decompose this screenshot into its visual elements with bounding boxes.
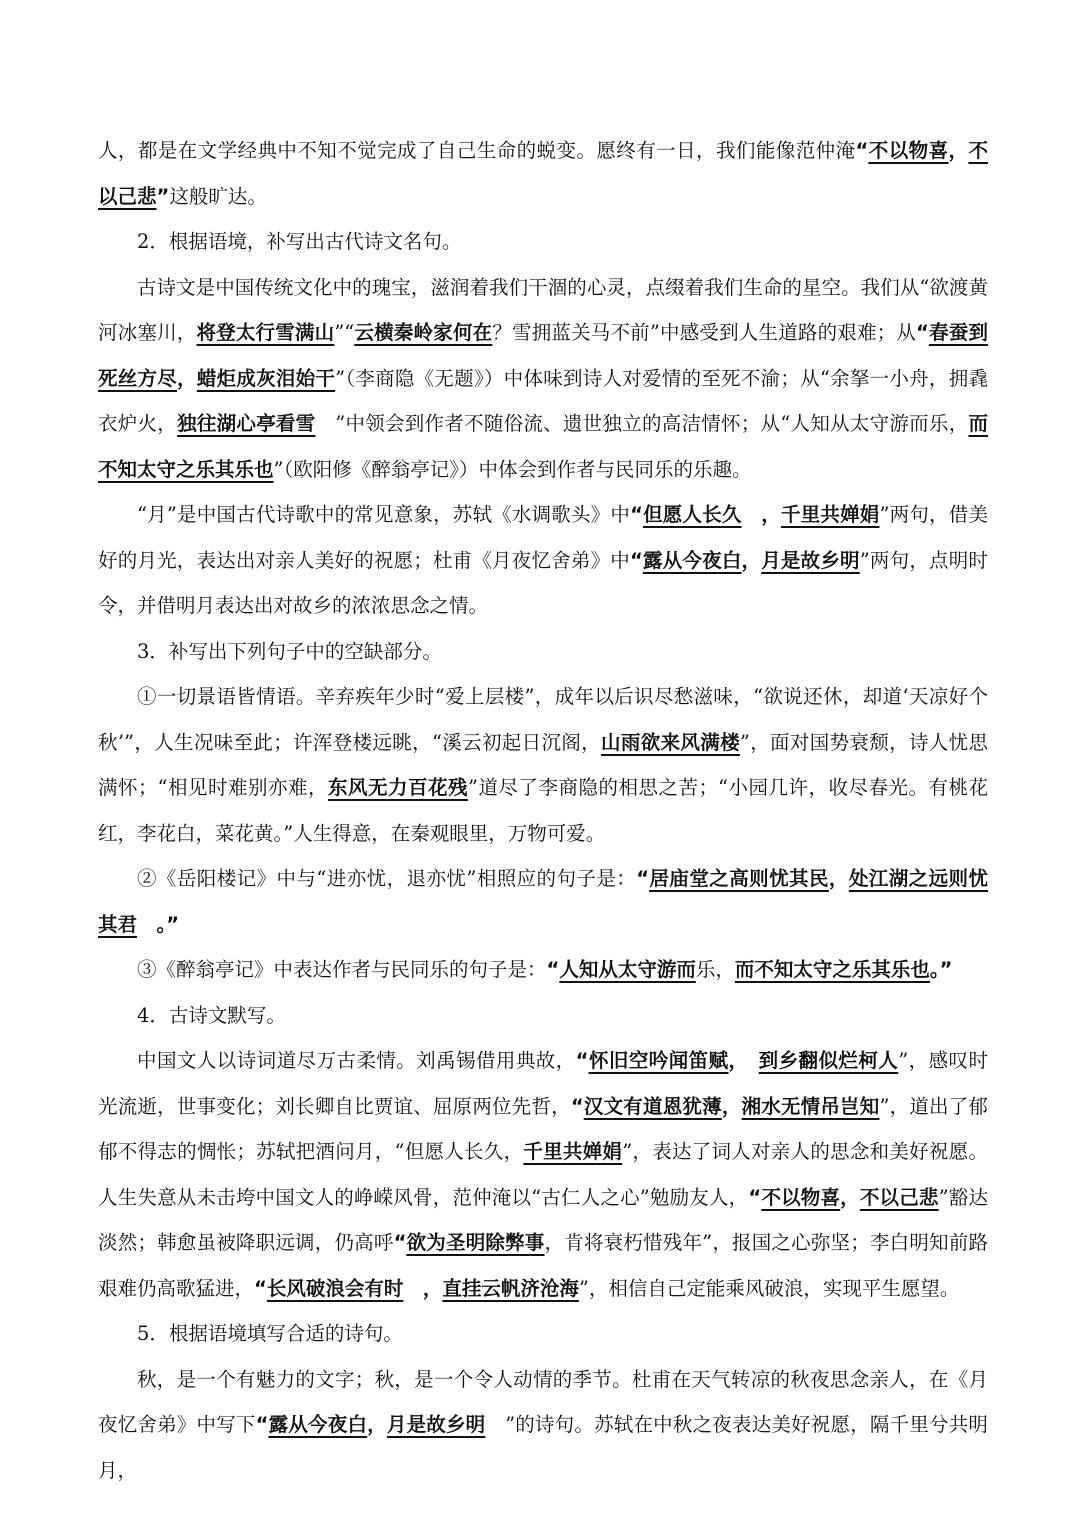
answer-text: 露从今夜白 [642, 548, 742, 572]
answer-text: 人知从太守游而 [559, 958, 696, 981]
paragraph-continuation [98, 128, 988, 219]
text: 这般旷达。 [169, 184, 267, 208]
text: ， [741, 548, 762, 572]
answer-text: 汉文有道恩犹薄 [583, 1094, 722, 1118]
text: ， [367, 1413, 387, 1436]
text: 。” [137, 912, 180, 936]
answer-text: 独往湖心亭看雪 [177, 412, 316, 435]
question-3-heading: 3．补写出下列句子中的空缺部分。 [137, 639, 442, 663]
text: 乐， [695, 958, 735, 981]
answer-text: 长风破浪会有时 [266, 1276, 404, 1300]
text: “月”是中国古代诗歌中的常见意象，苏轼《水调歌头》中 [137, 503, 631, 526]
quote-mark: “ [546, 958, 560, 981]
answer-text: 湘水无情吊岂知 [741, 1094, 880, 1118]
answer-text: 蜡炬成灰泪始干 [196, 366, 336, 390]
text: ③《醉翁亭记》中表达作者与民同乐的句子是： [137, 958, 547, 981]
quote-mark: “ [629, 548, 643, 572]
text: ”的诗句。苏轼在中秋之夜表达美好祝愿，隔千里兮共明月， [98, 1413, 988, 1482]
question-5-paragraph [98, 1357, 988, 1494]
text: ， [840, 1185, 860, 1209]
question-3-item-1 [98, 674, 988, 856]
text: ①一切景语皆情语。辛弃疾年少时“爱上层楼”，成年以后识尽愁滋味，“欲说还休，却道‘天凉好个秋’”，人生况味至此；许浑登楼远眺，“溪云初起日沉阁， [98, 685, 988, 754]
answer-text: 而不知太守之乐其乐也 [98, 412, 988, 481]
answer-text: 不以物喜 [868, 139, 949, 162]
quote-mark: ” [156, 184, 170, 208]
answer-text: 直挂云帆济沧海 [442, 1276, 579, 1300]
text: ， [828, 867, 849, 890]
text: ， [721, 1094, 742, 1118]
question-4-heading: 4．古诗文默写。 [137, 1003, 286, 1027]
document-body [98, 128, 988, 1493]
text: ”道尽了李商隐的相思之苦；“小园几许，收尽春光。有桃花红，李花白，菜花黄。”人生得意，在秦观眼里，万物可爱。 [98, 776, 988, 845]
question-2-heading: 2．根据语境，补写出古代诗文名句。 [137, 230, 462, 253]
question-4-paragraph [98, 1038, 988, 1311]
text: ②《岳阳楼记》中与“进亦忧，退亦忧”相照应的句子是： [137, 867, 637, 890]
text: ，肯将衰朽惜残年”，报国之心弥坚；李白明知前路艰难仍高歌猛进， [98, 1231, 988, 1300]
answer-text: 欲为圣明除弊事 [406, 1231, 545, 1254]
answer-text: 月是故乡明 [761, 548, 860, 572]
answer-text: 居庙堂之高则忧其民 [649, 867, 829, 890]
text: ？雪拥蓝关马不前”中感受到人生道路的艰难；从 [492, 321, 917, 344]
quote-mark: “ [748, 1185, 762, 1209]
question-3-item-2 [98, 856, 988, 947]
answer-text: 不以己悲 [859, 1185, 939, 1209]
answer-text: 不以物喜 [761, 1185, 841, 1209]
text: ， [948, 139, 969, 162]
text: ”两句，借美好的月光，表达出对亲人美好的祝愿；杜甫《月夜忆舍弟》中 [98, 503, 988, 572]
answer-text: 山雨欲来风满楼 [601, 730, 740, 754]
answer-text: 处江湖之远则忧其君 [98, 867, 988, 936]
answer-text: 月是故乡明 [386, 1413, 486, 1436]
text: 。” [929, 958, 953, 981]
text: ”，面对国势衰颓，诗人忧思满怀；“相见时难别亦难， [98, 730, 988, 799]
question-3-item-3 [98, 947, 988, 993]
quote-mark: “ [254, 1276, 267, 1300]
text: ”，相信自己定能乘风破浪，实现平生愿望。 [578, 1276, 960, 1300]
question-5-heading: 5．根据语境填写合适的诗句。 [137, 1322, 403, 1345]
text: ， [177, 366, 197, 390]
text: ”两句，点明时令，并借明月表达出对故乡的浓浓思念之情。 [98, 548, 988, 617]
text: 中国文人以诗词道尽万古柔情。刘禹锡借用典故， [137, 1049, 576, 1072]
quote-mark: “ [916, 321, 929, 344]
answer-text: 但愿人长久 [642, 503, 742, 526]
answer-text: 怀旧空吟闻笛赋 [588, 1049, 729, 1072]
quote-mark: “ [855, 139, 869, 162]
answer-text: 千里共婵娟 [523, 1140, 623, 1163]
question-2-paragraph-a [98, 265, 988, 493]
answer-text: 将登太行雪满山 [196, 321, 335, 344]
answer-text: 春蚕到死丝方尽 [98, 321, 988, 390]
question-2-paragraph-b [98, 492, 988, 629]
quote-mark: “ [636, 867, 650, 890]
quote-mark: “ [570, 1094, 584, 1118]
quote-mark: “ [575, 1049, 589, 1072]
answer-text: 不以己悲 [98, 139, 988, 208]
answer-text: 云横秦岭家何在 [354, 321, 493, 344]
text: ， [728, 1049, 759, 1072]
text: 古诗文是中国传统文化中的瑰宝，滋润着我们干涸的心灵，点缀着我们生命的星空。我们从“欲渡黄河冰塞川， [98, 275, 988, 344]
answer-text: 千里共婵娟 [781, 503, 880, 526]
quote-mark: “ [630, 503, 643, 526]
text: 秋，是一个有魅力的文字；秋，是一个令人动情的季节。杜甫在天气转凉的秋夜思念亲人，在《月夜忆舍弟》中写下 [98, 1367, 988, 1436]
text: ”，感叹时光流逝，世事变化；刘长卿自比贾谊、屈原两位先哲， [98, 1049, 988, 1118]
answer-text: 到乡翻似烂柯人 [758, 1049, 899, 1072]
answer-text: 东风无力百花残 [327, 776, 468, 799]
text: ， [741, 503, 781, 526]
quote-mark: “ [393, 1231, 407, 1254]
text: ”“ [334, 321, 355, 344]
text: ”（欧阳修《醉翁亭记》）中体会到作者与民同乐的乐趣。 [273, 457, 752, 481]
text: ， [403, 1276, 443, 1300]
quote-mark: “ [255, 1413, 269, 1436]
text: ”（李商隐《无题》）中体味到诗人对爱情的至死不渝；从“余拏一小舟，拥毳衣炉火， [98, 366, 988, 435]
text: ”，表达了词人对亲人的思念和美好祝愿。人生失意从未击垮中国文人的峥嵘风骨，范仲淹以“古仁人之心”勉励友人， [98, 1140, 988, 1209]
text: ”，道出了郁郁不得志的惆怅；苏轼把酒问月，“但愿人长久， [98, 1094, 988, 1163]
answer-text: 而不知太守之乐其乐也 [734, 958, 930, 981]
text: 人，都是在文学经典中不知不觉完成了自己生命的蜕变。愿终有一日，我们能像范仲淹 [98, 139, 856, 162]
text: ”豁达淡然；韩愈虽被降职远调，仍高呼 [98, 1185, 988, 1254]
answer-text: 露从今夜白 [268, 1413, 368, 1436]
text: ”中领会到作者不随俗流、遗世独立的高洁情怀；从“人知从太守游而乐， [315, 412, 969, 435]
